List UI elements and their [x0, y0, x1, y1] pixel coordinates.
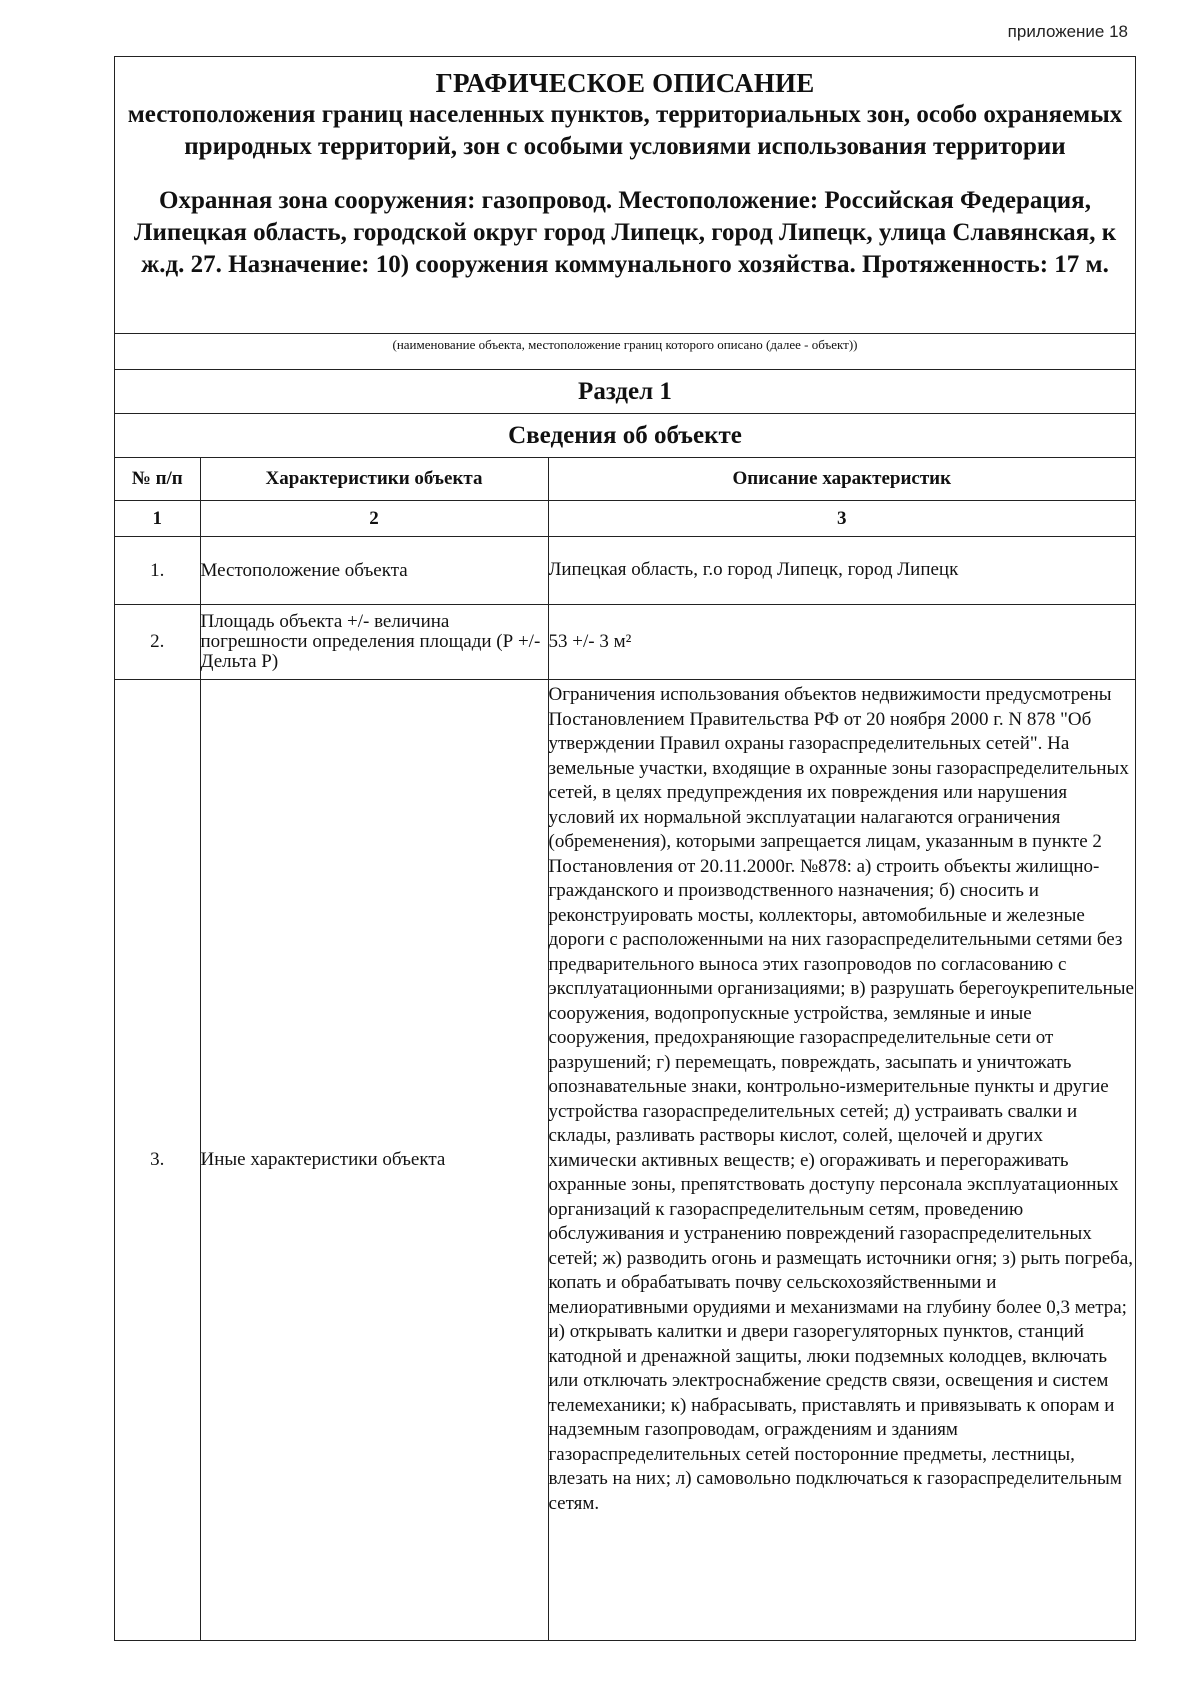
- row-characteristic: Местоположение объекта: [200, 537, 548, 605]
- header-block: [115, 57, 1135, 333]
- row-characteristic: Площадь объекта +/- величина погрешности определения площади (Р +/- Дельта Р): [200, 605, 548, 680]
- header-description: Описание характеристик: [548, 458, 1135, 501]
- row-description: Ограничения использования объектов недвижимости предусмотрены Постановлением Правительства РФ от 20 ноября 2000 г. N 878 "Об утверждении Правил охраны газораспределительных сетей". На земельные участки, входящие в охранные зоны газораспределительных сетей, в целях предупреждения их повреждения или нарушения условий их нормальной эксплуатации налагаются ограничения (обременения), которыми запрещается лицам, указанным в пункте 2 Постановления от 20.11.2000г. №878: а) строить объекты жилищно-гражданского и производственного назначения; б) сносить и реконструировать мосты, коллекторы, автомобильные и железные дороги с расположенными на них газораспределительными сетями без предварительного выноса этих газопроводов по согласованию с эксплуатационными организациями; в) разрушать берегоукрепительные сооружения, водопропускные устройства, земляные и иные сооружения, предохраняющие газораспределительные сети от разрушений; г) перемещать, повреждать, засыпать и уничтожать опознавательные знаки, контрольно-измерительные пункты и другие устройства газораспределительных сетей; д) устраивать свалки и склады, разливать растворы кислот, солей, щелочей и других химически активных веществ; е) огораживать и перегораживать охранные зоны, препятствовать доступу персонала эксплуатационных организаций к газораспределительным сетям, проведению обслуживания и устранению повреждений газораспределительных сетей; ж) разводить огонь и размещать источники огня; з) рыть погреба, копать и обрабатывать почву сельскохозяйственными и мелиоративными орудиями и механизмами на глубину более 0,3 метра; и) открывать калитки и двери газорегуляторных пунктов, станций катодной и дренажной защиты, люки подземных колодцев, включать или отключать электроснабжение средств связи, освещения и систем телемеханики; к) набрасывать, приставлять и привязывать к опорам и надземным газопроводам, ограждениям и зданиям газораспределительных сетей посторонние предметы, лестницы, влезать на них; л) самовольно подключаться к газораспределительным сетям.: [548, 680, 1135, 1641]
- row-number: 2.: [115, 605, 200, 680]
- document-sheet: [114, 56, 1136, 1641]
- object-name: Охранная зона сооружения: газопровод. Местоположение: Российская Федерация, Липецкая область, городской округ город Липецк, город Липецк, улица Славянская, к ж.д. 27. Назначение: 10) сооружения коммунального хозяйства. Протяженность: 17 м.: [133, 187, 1117, 278]
- column-index: 3: [548, 501, 1135, 537]
- table-header-row: [115, 458, 1135, 501]
- document-title: ГРАФИЧЕСКОЕ ОПИСАНИЕ: [435, 68, 815, 98]
- row-number: 1.: [115, 537, 200, 605]
- column-index: 2: [200, 501, 548, 537]
- section-number: Раздел 1: [115, 369, 1135, 413]
- section-title: Сведения об объекте: [115, 413, 1135, 457]
- table-row: [115, 680, 1135, 1641]
- header-number: № п/п: [115, 458, 200, 501]
- annex-label: приложение 18: [1007, 22, 1128, 41]
- object-name-caption: (наименование объекта, местоположение границ которого описано (далее - объект)): [115, 333, 1135, 369]
- object-info-table: [115, 457, 1135, 1640]
- header-characteristic: Характеристики объекта: [200, 458, 548, 501]
- row-description: 53 +/- 3 м²: [548, 605, 1135, 680]
- column-index: 1: [115, 501, 200, 537]
- document-subtitle: местоположения границ населенных пунктов, территориальных зон, особо охраняемых природных территорий, зон с особыми условиями использования территории: [127, 101, 1123, 160]
- row-number: 3.: [115, 680, 200, 1641]
- row-description: Липецкая область, г.о город Липецк, город Липецк: [548, 537, 1135, 605]
- column-index-row: [115, 501, 1135, 537]
- row-characteristic: Иные характеристики объекта: [200, 680, 548, 1641]
- table-row: [115, 605, 1135, 680]
- table-row: [115, 537, 1135, 605]
